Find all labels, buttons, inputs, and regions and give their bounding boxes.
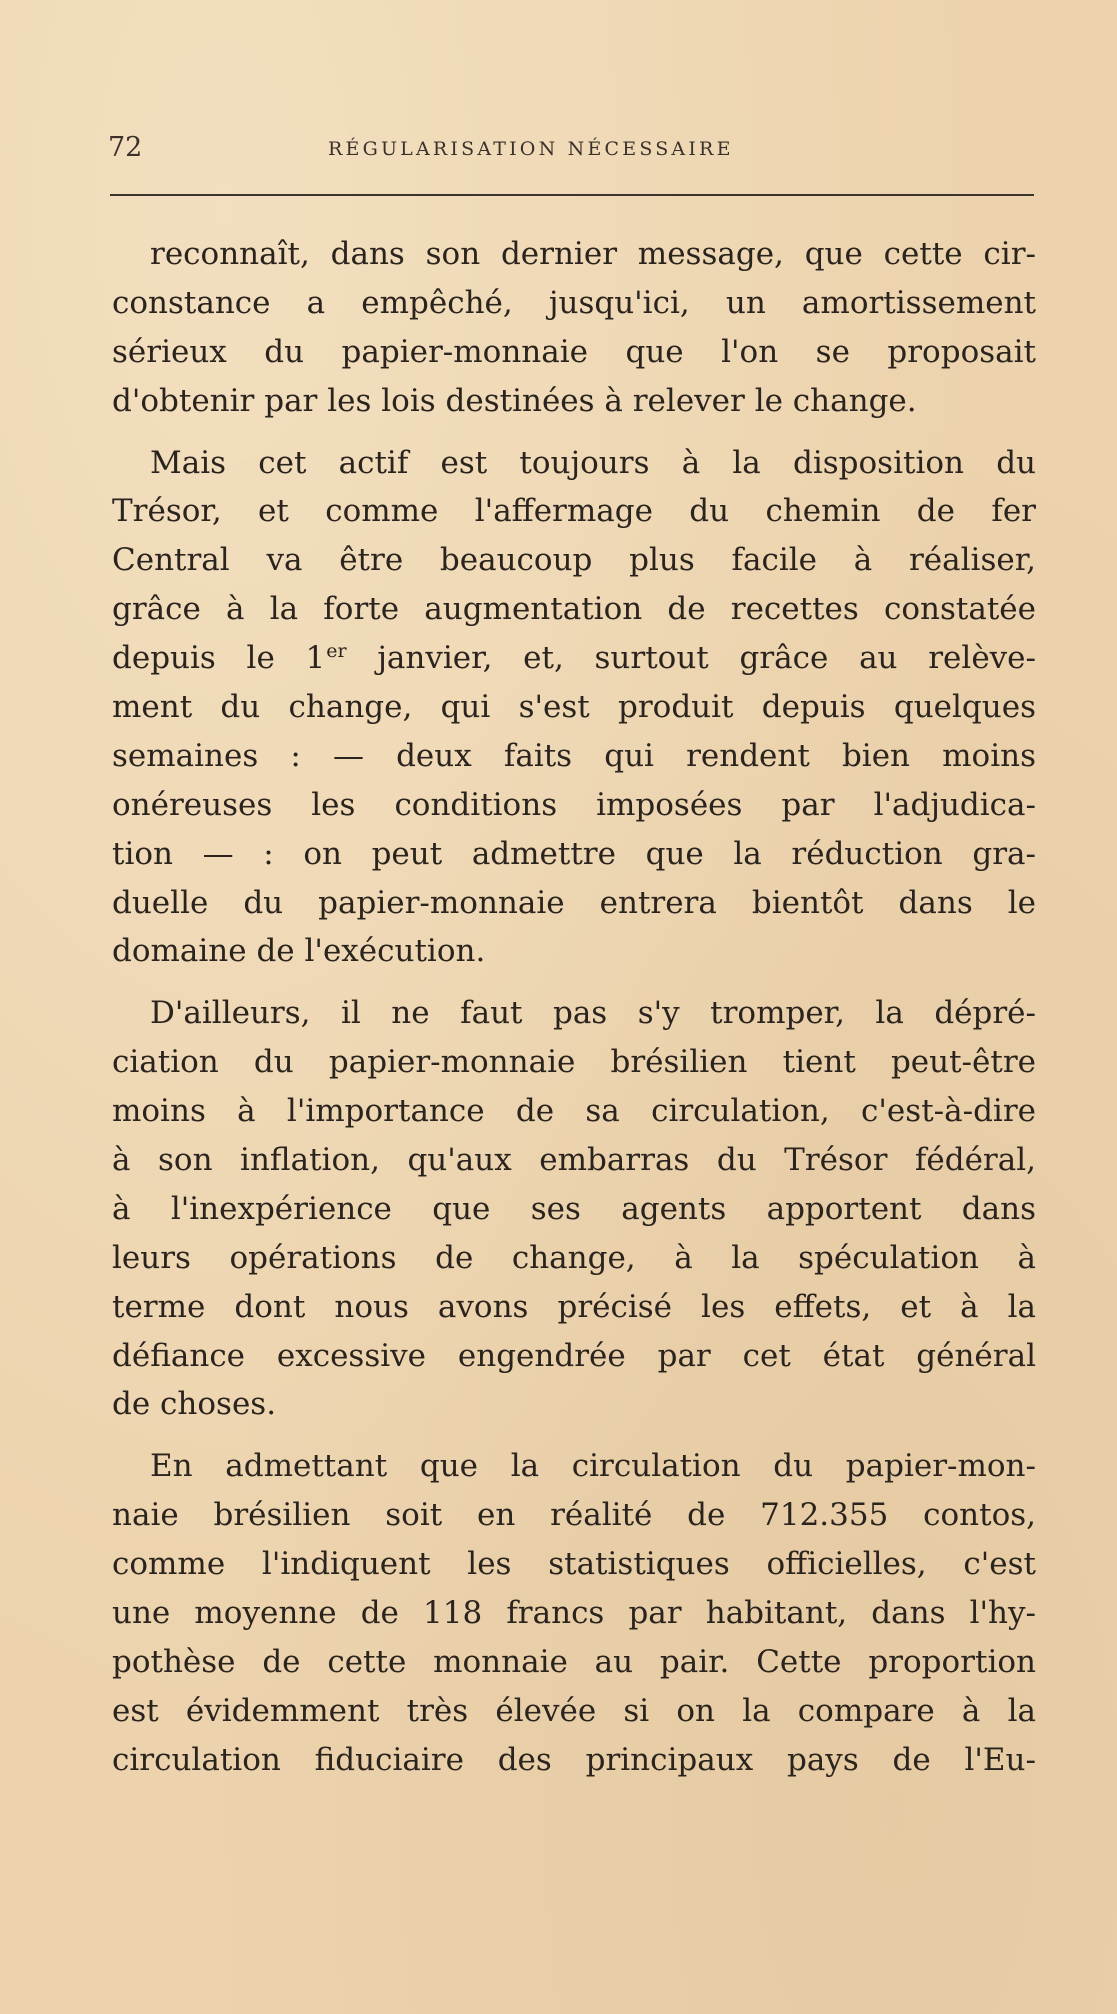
text-line: onéreuses les conditions imposées par l'adjudica- <box>112 786 1036 823</box>
text-line: semaines : — deux faits qui rendent bien moins <box>112 737 1036 774</box>
header-rule <box>110 194 1034 196</box>
text-line: moins à l'importance de sa circulation, c'est-à-dire <box>112 1093 1036 1130</box>
text-line: reconnaît, dans son dernier message, que cette cir- <box>150 236 1036 272</box>
body-text <box>112 230 1036 1785</box>
text-line: défiance excessive engendrée par cet état général <box>112 1337 1036 1374</box>
text-line: duelle du papier-monnaie entrera bientôt dans le <box>112 884 1036 921</box>
text-line: Trésor, et comme l'affermage du chemin de fer <box>112 493 1036 530</box>
text-line: terme dont nous avons précisé les effets, et à la <box>112 1288 1036 1325</box>
text-line <box>112 634 1036 683</box>
running-title: RÉGULARISATION NÉCESSAIRE <box>328 138 734 160</box>
paragraph <box>112 989 1036 1429</box>
text-line: circulation fiduciaire des principaux pays de l'Eu- <box>112 1741 1036 1778</box>
ordinal-superscript: er <box>326 640 347 663</box>
text-line: ment du change, qui s'est produit depuis quelques <box>112 689 1036 726</box>
text-line: de choses. <box>112 1386 277 1423</box>
text-line: sérieux du papier-monnaie que l'on se proposait <box>112 333 1036 370</box>
text-line: à l'inexpérience que ses agents apportent dans <box>112 1190 1036 1227</box>
text-line: En admettant que la circulation du papier-mon- <box>150 1448 1036 1485</box>
text-line: naie brésilien soit en réalité de 712.355 contos, <box>112 1497 1036 1534</box>
text-line: pothèse de cette monnaie au pair. Cette proportion <box>112 1643 1036 1680</box>
paragraph <box>112 1442 1036 1784</box>
paragraph <box>112 230 1036 426</box>
text-segment: depuis le 1 <box>112 640 326 677</box>
text-line: tion — : on peut admettre que la réduction gra- <box>112 835 1036 872</box>
text-line: D'ailleurs, il ne faut pas s'y tromper, la dépré- <box>150 995 1036 1032</box>
text-line: est évidemment très élevée si on la compare à la <box>112 1692 1036 1729</box>
text-line: Mais cet actif est toujours à la disposition du <box>150 444 1036 481</box>
page-number: 72 <box>108 132 143 163</box>
text-segment: janvier, et, surtout grâce au relève- <box>346 640 1036 677</box>
text-line: leurs opérations de change, à la spéculation à <box>112 1239 1036 1276</box>
text-line: constance a empêché, jusqu'ici, un amortissement <box>112 284 1036 321</box>
text-line: à son inflation, qu'aux embarras du Trésor fédéral, <box>112 1142 1036 1179</box>
running-head <box>108 130 1034 170</box>
text-line: d'obtenir par les lois destinées à relever le change. <box>112 382 917 419</box>
paragraph <box>112 439 1036 977</box>
text-line: domaine de l'exécution. <box>112 933 486 970</box>
text-line: Central va être beaucoup plus facile à réaliser, <box>112 542 1036 579</box>
text-line: une moyenne de 118 francs par habitant, dans l'hy- <box>112 1595 1036 1632</box>
text-line: ciation du papier-monnaie brésilien tient peut-être <box>112 1044 1036 1081</box>
text-line: grâce à la forte augmentation de recettes constatée <box>112 591 1036 628</box>
text-line: comme l'indiquent les statistiques officielles, c'est <box>112 1546 1036 1583</box>
